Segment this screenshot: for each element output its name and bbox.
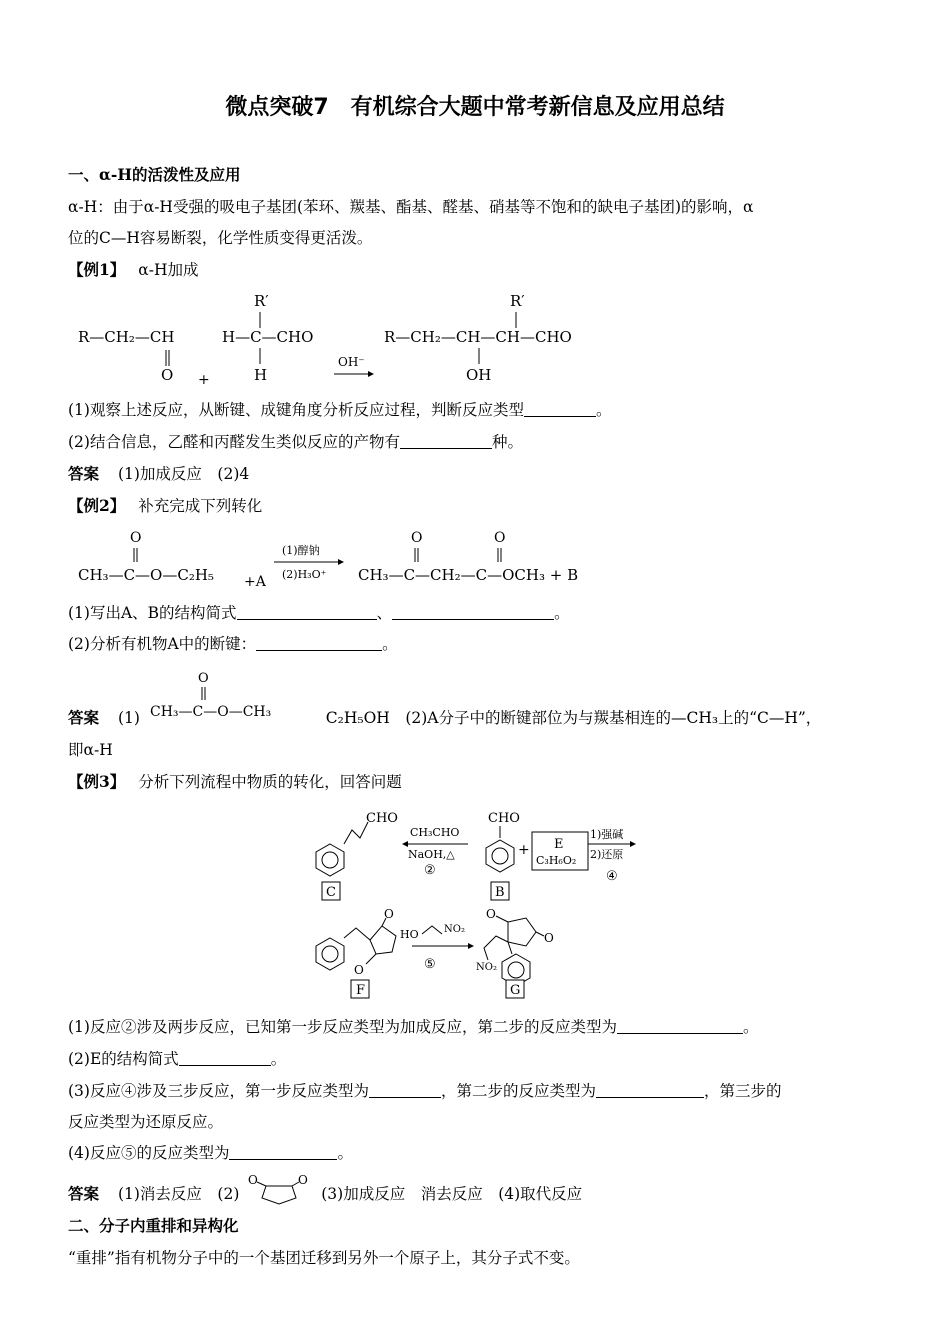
example2-q2 — [68, 632, 398, 656]
ex3-answer-p1: (1)消去反应 (2) — [117, 1185, 240, 1203]
ex2-ans-formula: CH₃—C—O—CH₃ — [150, 704, 272, 720]
step2: ② — [424, 863, 436, 878]
example3-scheme — [300, 800, 660, 1010]
example3-q3 — [68, 1079, 782, 1103]
g-no2: NO₂ — [476, 962, 497, 973]
c-chain — [344, 822, 368, 844]
ex2-ans-o: O — [198, 671, 209, 686]
example2-topic: 补充完成下列转化 — [138, 497, 263, 515]
c-label: C — [326, 885, 336, 900]
ex1-reactant2-top: R′ — [254, 292, 269, 310]
ex3-q3-blank-b[interactable] — [596, 1081, 704, 1098]
ex2-answer-structure — [150, 666, 300, 724]
ex2-o1: O — [130, 530, 142, 546]
example2-q1 — [68, 601, 570, 625]
ex1-product-top: R′ — [510, 292, 525, 310]
example1-q1 — [68, 398, 611, 422]
g-label: G — [510, 983, 521, 998]
ex3-q1-text: (1)反应②涉及两步反应，已知第一步反应类型为加成反应，第二步的反应类型为 — [68, 1018, 617, 1036]
ex1-condition: OH⁻ — [338, 355, 365, 369]
ex1-q1-end: 。 — [595, 401, 612, 419]
arrow2-head — [402, 841, 408, 847]
example3-q2 — [68, 1047, 286, 1071]
ex2-q1-blank-a[interactable] — [237, 603, 377, 620]
ex3-q3-text-a: (3)反应④涉及三步反应，第一步反应类型为 — [68, 1082, 369, 1100]
ex1-answer-label: 答案 — [68, 464, 100, 483]
ex1-q2-blank[interactable] — [400, 432, 492, 449]
step5: ⑤ — [424, 957, 436, 972]
ex3-q2-blank[interactable] — [179, 1049, 271, 1066]
ex1-q2-text: (2)结合信息，乙醛和丙醛发生类似反应的产物有 — [68, 433, 400, 451]
ex2-q1-text: (1)写出A、B的结构简式 — [68, 604, 237, 622]
c-benzene-circle — [322, 852, 338, 868]
ex2-answer-p2: C₂H₅OH (2)A分子中的断键部位为与羰基相连的—CH₃上的“C—H”， — [325, 709, 822, 727]
f-label: F — [356, 983, 366, 998]
cond5-ho: HO — [400, 928, 419, 941]
ex3-q2-text: (2)E的结构简式 — [68, 1050, 179, 1068]
ex2-plus-a: +A — [244, 574, 266, 590]
ex3-answer-structure — [244, 1170, 314, 1206]
f-benzene-ring — [316, 938, 344, 970]
ex2-cond1: (1)醇钠 — [282, 544, 320, 557]
f-ch2 — [344, 928, 370, 940]
ex1-reactant1-o: O — [161, 366, 174, 384]
g-co2 — [536, 932, 544, 936]
page-title: 微点突破7 有机综合大题中常考新信息及应用总结 — [225, 95, 725, 120]
example3-q1 — [68, 1015, 758, 1039]
cond4-top: 1)强碱 — [590, 828, 624, 841]
cond5-chain — [422, 926, 442, 934]
step4: ④ — [606, 869, 618, 884]
ex3-q4-end: 。 — [337, 1144, 353, 1162]
ex1-answer-text: (1)加成反应 (2)4 — [117, 465, 250, 483]
ex1-reactant2: H—C—CHO — [222, 328, 314, 346]
example3-label: 【例3】 — [68, 772, 126, 791]
cond5-no2: NO₂ — [444, 924, 465, 935]
example1-topic: α-H加成 — [138, 261, 199, 279]
cond2-top: CH₃CHO — [410, 826, 460, 839]
ex2-arrowhead — [338, 559, 344, 565]
ex2-q2-text: (2)分析有机物A中的断键： — [68, 635, 257, 653]
ex2-q2-blank[interactable] — [256, 634, 382, 651]
example2-scheme — [68, 524, 628, 594]
ex1-plus: + — [198, 372, 210, 388]
c-cho: CHO — [366, 811, 398, 826]
c-benzene-ring — [316, 844, 344, 876]
example3-header — [68, 770, 402, 794]
ex2-cond2: (2)H₃O⁺ — [282, 568, 327, 581]
example2-header — [68, 494, 262, 518]
ex1-reactant1: R—CH₂—CH — [78, 328, 175, 346]
b-label: B — [495, 885, 505, 900]
ex3-q4-blank[interactable] — [229, 1143, 337, 1160]
ex2-q2-end: 。 — [382, 635, 398, 653]
example2-answer-line2: 即α-H — [68, 741, 113, 759]
ex2-q1-blank-b[interactable] — [392, 603, 554, 620]
g-ring — [508, 918, 536, 946]
g-chain — [484, 936, 508, 960]
ex3-ans-ring — [262, 1186, 296, 1204]
ex1-q1-blank[interactable] — [524, 400, 596, 417]
ex2-o2: O — [411, 530, 423, 546]
g-ch2 — [508, 942, 512, 954]
ex3-answer-label: 答案 — [68, 1184, 100, 1203]
example3-topic: 分析下列流程中物质的转化，回答问题 — [138, 773, 402, 791]
ex3-q3-text-b: ，第二步的反应类型为 — [440, 1082, 596, 1100]
ex3-q1-blank[interactable] — [617, 1017, 743, 1034]
ex3-q3-text-c: ，第三步的 — [703, 1082, 782, 1100]
cond2-bot: NaOH,△ — [408, 848, 455, 861]
ex2-reactant: CH₃—C—O—C₂H₅ — [78, 566, 214, 584]
example3-q3-line2: 反应类型为还原反应。 — [68, 1113, 224, 1131]
ex1-arrowhead — [368, 371, 374, 377]
ex3-ans-o1: O — [248, 1173, 258, 1187]
g-benzene-circle — [508, 962, 524, 978]
ex2-o3: O — [494, 530, 506, 546]
example1-q2 — [68, 430, 523, 454]
arrow5-head — [468, 943, 474, 949]
example3-answer — [68, 1182, 582, 1206]
ex2-answer-label: 答案 — [68, 708, 100, 727]
ex1-q2-end: 种。 — [491, 433, 523, 451]
example1-scheme — [68, 288, 628, 388]
arrow4-head — [630, 841, 636, 847]
section1-heading: 一、α-H的活泼性及应用 — [68, 165, 241, 184]
g-o2: O — [544, 931, 554, 945]
example2-label: 【例2】 — [68, 496, 126, 515]
ex2-q1-end: 。 — [554, 604, 570, 622]
e-label: E — [554, 837, 564, 852]
example3-q4 — [68, 1141, 353, 1165]
example1-answer — [68, 462, 249, 486]
example1-label: 【例1】 — [68, 260, 126, 279]
ex3-plus: + — [518, 842, 530, 858]
ex3-q3-blank-a[interactable] — [369, 1081, 441, 1098]
ex2-answer-p1: (1) — [117, 709, 140, 727]
ex3-ans-o2: O — [298, 1173, 308, 1187]
g-co1 — [496, 916, 508, 922]
f-ring — [370, 926, 396, 954]
f-co2 — [366, 954, 376, 964]
ex2-product: CH₃—C—CH₂—C—OCH₃ + B — [358, 566, 579, 584]
ex1-product: R—CH₂—CH—CH—CHO — [384, 328, 572, 346]
f-benzene-circle — [322, 946, 338, 962]
e-formula: C₃H₆O₂ — [536, 854, 577, 867]
ex1-product-bot: OH — [466, 366, 492, 384]
g-o1: O — [486, 907, 496, 921]
ex3-ans-co1 — [257, 1182, 266, 1186]
ex3-q4-text: (4)反应⑤的反应类型为 — [68, 1144, 230, 1162]
f-o1: O — [384, 907, 394, 921]
section2-intro: “重排”指有机物分子中的一个基团迁移到另外一个原子上，其分子式不变。 — [68, 1249, 580, 1267]
cond4-bot: 2)还原 — [590, 848, 624, 861]
b-benzene-circle — [492, 848, 508, 864]
section1-intro-line2: 位的C—H容易断裂，化学性质变得更活泼。 — [68, 229, 373, 247]
ex3-q1-end: 。 — [742, 1018, 759, 1036]
b-benzene-ring — [486, 840, 514, 872]
b-cho: CHO — [488, 811, 520, 826]
f-o2: O — [354, 963, 364, 977]
ex1-reactant2-bot: H — [254, 366, 268, 384]
ex1-q1-text: (1)观察上述反应，从断键、成键角度分析反应过程，判断反应类型 — [68, 401, 524, 419]
section1-intro-line1: α-H：由于α-H受强的吸电子基团(苯环、羰基、酯基、醛基、硝基等不饱和的缺电子基团)的影响，α — [68, 198, 754, 216]
ex3-answer-p2: (3)加成反应 消去反应 (4)取代反应 — [321, 1185, 583, 1203]
ex3-q2-end: 。 — [270, 1050, 287, 1068]
section2-heading: 二、分子内重排和异构化 — [68, 1216, 239, 1235]
example1-header — [68, 258, 198, 282]
ex2-q1-sep: 、 — [376, 604, 393, 622]
